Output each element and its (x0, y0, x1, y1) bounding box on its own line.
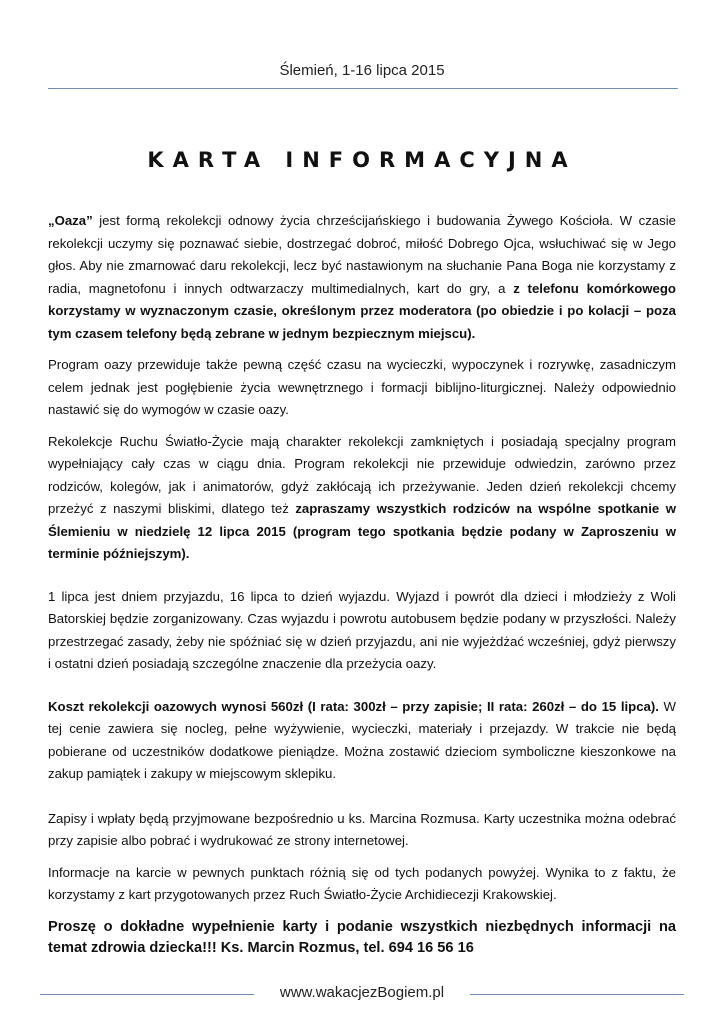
paragraph-travel: 1 lipca jest dniem przyjazdu, 16 lipca to dzień wyjazdu. Wyjazd i powrót dla dzieci i młodzieży z Woli Batorskiej będzie zorganizowany. Czas wyjazdu i powrotu autobusem będzie podany w przyszłości. Należy przestrzegać zasady, żeby nie spóźniać się w dzień przyjazdu, ani nie wyjeżdżać wcześniej, gdyż pierwszy i ostatni dzień posiadają szczególne znaczenie dla przeżycia oazy. (48, 588, 676, 671)
oaza-lead: „Oaza” (48, 213, 93, 228)
header-place-date: Ślemień, 1-16 lipca 2015 (279, 62, 445, 79)
document-body (48, 210, 676, 968)
footer-website-link[interactable]: www.wakacjezBogiem.pl (279, 984, 445, 1001)
oaza-text: jest formą rekolekcji odnowy życia chrześcijańskiego i budowania Żywego Kościoła. W czasie rekolekcji uczymy się poznawać siebie, dostrzegać dobroć, miłość Dobrego Ojca, wsłuchiwać się w Jego głos. Aby nie zmarnować daru rekolekcji, lecz być nastawionym na słuchanie Pana Boga nie korzystamy z radia, magnetofonu i innych odtwarzaczy multimedialnych, kart do gry, a (48, 213, 676, 296)
footer-divider-right (470, 994, 684, 995)
parents-invitation: zapraszamy wszystkich rodziców na wspólne spotkanie w Ślemieniu w niedzielę 12 lipca 2015 (program tego spotkania będzie podany w Zaproszeniu w terminie późniejszym). (48, 501, 676, 561)
paragraph-card-info: Informacje na karcie w pewnych punktach różnią się od tych podanych powyżej. Wynika to z faktu, że korzystamy z kart przygotowanych przez Ruch Światło-Życie Archidiecezji Krakowskiej. (48, 864, 676, 902)
header-divider (48, 88, 678, 89)
paragraph-registration: Zapisy i wpłaty będą przyjmowane bezpośrednio u ks. Marcina Rozmusa. Karty uczestnika można odebrać przy zapisie albo pobrać i wydrukować ze strony internetowej. (48, 810, 676, 848)
footer-divider-left (40, 994, 254, 995)
page-title: KARTA INFORMACYJNA (147, 148, 577, 172)
phone-rule: z telefonu komórkowego korzystamy w wyznaczonym czasie, określonym przez moderatora (po obiedzie i po kolacji – poza tym czasem telefony będą zebrane w jednym bezpiecznym miejscu). (48, 280, 676, 341)
paragraph-contact: Proszę o dokładne wypełnienie karty i podanie wszystkich niezbędnych informacji na temat zdrowia dziecka!!! Ks. Marcin Rozmus, tel. 694 16 56 16 (48, 918, 676, 956)
paragraph-cost (48, 696, 676, 786)
paragraph-retreat-rules (48, 431, 676, 566)
cost-details: W tej cenie zawiera się nocleg, pełne wyżywienie, wycieczki, materiały i przejazdy. W trakcie nie będą pobierane od uczestników dodatkowe pieniądze. Można zostawić dzieciom symboliczne kieszonkowe na zakup pamiątek i zakupy w miejscowym sklepiku. (48, 698, 676, 781)
paragraph-program: Program oazy przewiduje także pewną część czasu na wycieczki, wypoczynek i rozrywkę, zasadniczym celem jednak jest pogłębienie życia wewnętrznego i formacji biblijno-liturgicznej. Należy odpowiednio nastawić się do wymogów w czasie oazy. (48, 357, 676, 417)
cost-info: Koszt rekolekcji oazowych wynosi 560zł (I rata: 300zł – przy zapisie; II rata: 260zł – do 15 lipca). (48, 698, 659, 714)
retreat-rules-text: Rekolekcje Ruchu Światło-Życie mają charakter rekolekcji zamkniętych i posiadają specjalny program wypełniający cały czas w ciągu dnia. Program rekolekcji nie przewiduje odwiedzin, zarówno przez rodziców, kolegów, jak i animatorów, gdyż zakłócają ich przeżywanie. Jeden dzień rekolekcji chcemy przeżyć z naszymi bliskimi, dlatego też (48, 433, 676, 516)
paragraph-oaza (48, 210, 676, 345)
